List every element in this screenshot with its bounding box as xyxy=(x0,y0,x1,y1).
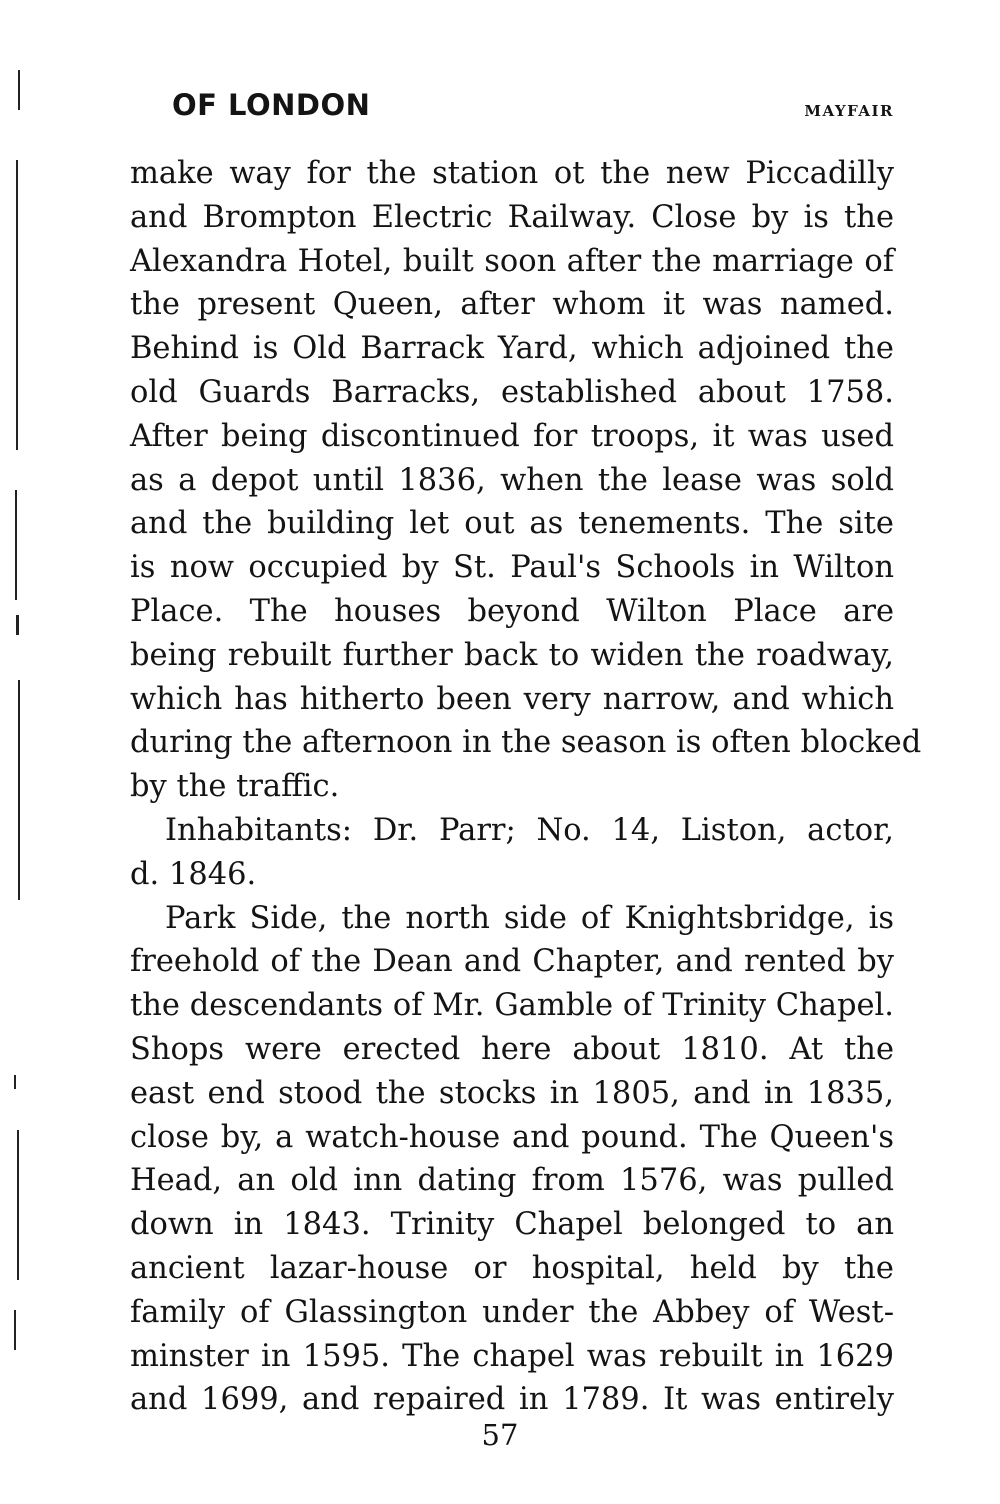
text-line: is now occupied by St. Paul's Schools in Wilton xyxy=(130,550,894,586)
text-line: old Guards Barracks, established about 1758. xyxy=(130,374,894,410)
text-line: as a depot until 1836, when the lease was sold xyxy=(130,462,894,498)
page-number: 57 xyxy=(481,1418,519,1452)
text-line: family of Glassington under the Abbey of West- xyxy=(130,1294,894,1330)
text-line: freehold of the Dean and Chapter, and rented by xyxy=(130,944,894,980)
text-line: by the traffic. xyxy=(130,769,340,805)
text-line: ancient lazar-house or hospital, held by the xyxy=(130,1250,894,1286)
text-line: east end stood the stocks in 1805, and in 1835, xyxy=(130,1075,894,1111)
paragraph-start-line: Park Side, the north side of Knightsbridge, is xyxy=(165,900,894,936)
text-line: Alexandra Hotel, built soon after the marriage of xyxy=(130,243,894,279)
text-line: After being discontinued for troops, it was used xyxy=(130,418,894,454)
body-text xyxy=(130,152,922,1422)
text-line: and Brompton Electric Railway. Close by is the xyxy=(130,199,894,235)
text-line: being rebuilt further back to widen the roadway, xyxy=(130,637,894,673)
text-line: during the afternoon in the season is often blocked xyxy=(130,725,922,761)
text-line: make way for the station ot the new Piccadilly xyxy=(130,156,894,191)
running-title: OF LONDON xyxy=(172,88,371,122)
text-line: minster in 1595. The chapel was rebuilt in 1629 xyxy=(130,1338,894,1374)
text-line: the descendants of Mr. Gamble of Trinity Chapel. xyxy=(130,988,894,1024)
paragraph-start-line: Inhabitants: Dr. Parr; No. 14, Liston, actor, xyxy=(165,812,894,848)
text-line: Shops were erected here about 1810. At the xyxy=(130,1031,894,1067)
binding-gutter xyxy=(0,0,40,1504)
text-line: close by, a watch-house and pound. The Queen's xyxy=(130,1119,894,1155)
text-line: and 1699, and repaired in 1789. It was entirely xyxy=(130,1382,894,1418)
text-line: d. 1846. xyxy=(130,856,257,892)
text-line: Place. The houses beyond Wilton Place are xyxy=(130,593,894,629)
section-title: MAYFAIR xyxy=(804,102,894,120)
page-header xyxy=(172,88,894,128)
text-line: which has hitherto been very narrow, and which xyxy=(130,681,894,717)
text-line: Head, an old inn dating from 1576, was pulled xyxy=(130,1163,894,1199)
text-line: down in 1843. Trinity Chapel belonged to an xyxy=(130,1207,894,1243)
text-line: Behind is Old Barrack Yard, which adjoined the xyxy=(130,331,894,367)
text-line: and the building let out as tenements. The site xyxy=(130,506,894,542)
text-line: the present Queen, after whom it was named. xyxy=(130,287,894,323)
